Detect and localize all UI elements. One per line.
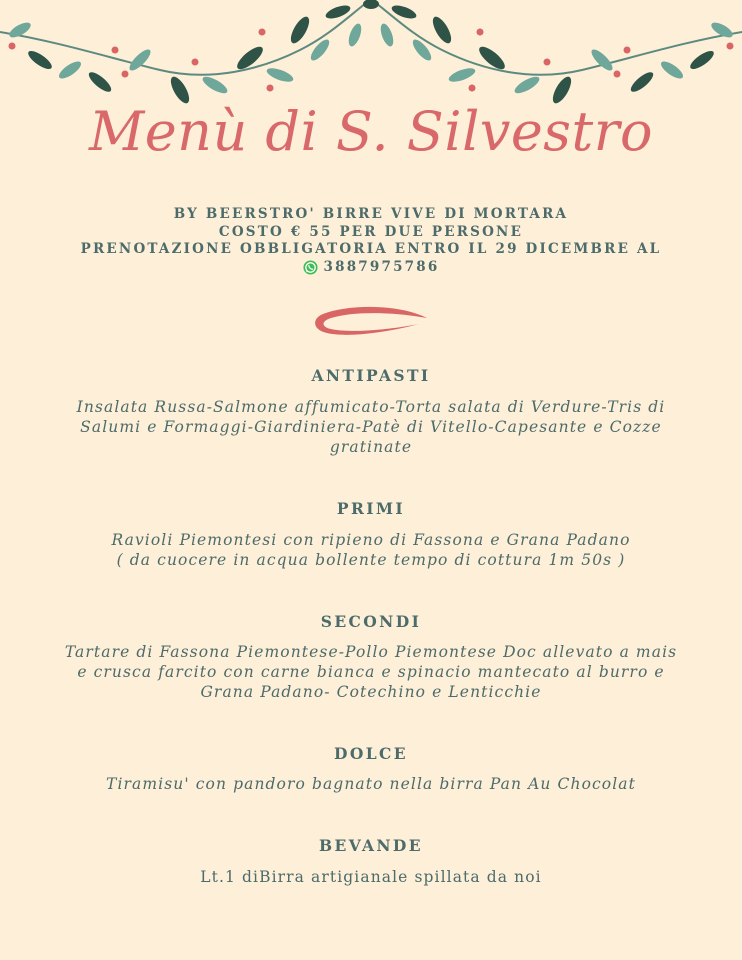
section-heading: DOLCE [334,744,408,763]
reservation-line: PRENOTAZIONE OBBLIGATORIA ENTRO IL 29 DICEMBRE AL [80,241,662,257]
section-heading: BEVANDE [319,836,423,855]
section-description: Ravioli Piemontesi con ripieno di Fassona e Grana Padano ( da cuocere in acqua bollente tempo di cottura 1m 50s ) [111,531,631,569]
price-line: COSTO € 55 PER DUE PERSONE [218,223,524,240]
section-dolce [40,744,702,794]
section-bevande [40,836,702,887]
section-antipasti [40,366,702,457]
holly-garland-decoration [0,0,742,110]
section-description: Tiramisu' con pandoro bagnato nella birra Pan Au Chocolat [106,775,636,793]
whatsapp-icon [303,260,318,275]
section-description: Tartare di Fassona Piemontese-Pollo Piemontese Doc allevato a mais e crusca farcito con carne bianca e spinacio mantecato al burro e Grana Padano- Cotechino e Lenticchie [64,643,678,701]
section-description: Lt.1 diBirra artigianale spillata da noi [200,868,542,886]
section-primi [40,499,702,570]
phone-contact [303,259,440,277]
section-secondi [40,612,702,702]
phone-number: 3887975786 [323,258,440,275]
section-heading: PRIMI [336,499,406,518]
organizer-line: BY BEERSTRO' BIRRE VIVE DI MORTARA [173,206,569,222]
menu-title: Menù di S. Silvestro [88,100,654,163]
section-description: Insalata Russa-Salmone affumicato-Torta salata di Verdure-Tris di Salumi e Formaggi-Giardiniera-Patè di Vitello-Capesante e Cozze gratinate [76,398,666,456]
event-info [0,206,742,280]
section-heading: ANTIPASTI [311,366,431,385]
swirl-divider [309,302,429,342]
section-heading: SECONDI [320,612,422,631]
